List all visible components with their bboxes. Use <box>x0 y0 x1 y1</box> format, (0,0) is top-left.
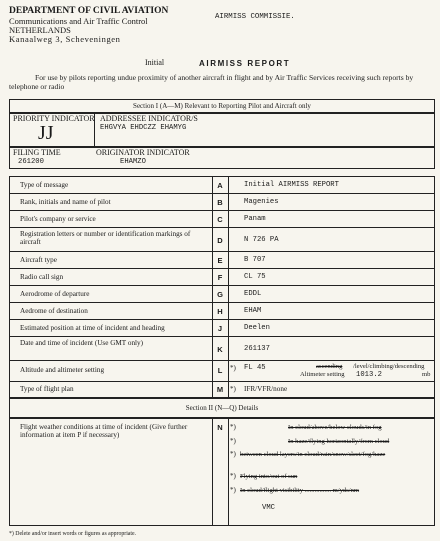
weather-option-2: In haze/flying horizontally/from cloud <box>288 438 390 445</box>
row-label-company: Pilot's company or service <box>20 215 96 223</box>
row-value-flight-plan: IFR/VFR/none <box>244 385 288 393</box>
row-letter-a: A <box>217 181 223 190</box>
row-value-destination: EHAM <box>244 307 262 315</box>
altitude-options: /level/climbing/descending <box>353 363 425 370</box>
row-label-altitude: Altitude and altimeter setting <box>20 366 105 374</box>
row-label-departure: Aerodrome of departure <box>20 290 90 298</box>
altimeter-unit: mb <box>422 371 431 378</box>
row-letter-n: N <box>217 423 223 432</box>
row-letter-b: B <box>217 198 223 207</box>
initial-label: Initial <box>145 58 165 67</box>
originator-label: ORIGINATOR INDICATOR <box>96 148 190 157</box>
row-value-registration: N 726 PA <box>244 236 279 244</box>
section1-heading-box <box>9 99 435 113</box>
filing-block <box>9 147 435 169</box>
row-label-aircraft-type: Aircraft type <box>20 256 57 264</box>
altimeter-label: Altimeter setting <box>300 371 345 378</box>
form-intro: For use by pilots reporting undue proximity of another aircraft in flight and by Air Traffic Services receiving such reports by telephone or radio <box>9 73 414 91</box>
section1-heading: Section I (A—M) Relevant to Reporting Pilot and Aircraft only <box>133 102 311 110</box>
section2-heading-box <box>9 398 435 418</box>
footnote: *) Delete and/or insert words or figures as appropriate. <box>9 531 137 537</box>
row-letter-f: F <box>217 273 223 282</box>
weather-option-4: Flying into/out of sun <box>240 473 298 480</box>
row-label-call-sign: Radio call sign <box>20 273 64 281</box>
row-label-pilot-name: Rank, initials and name of pilot <box>20 198 111 206</box>
row-value-departure: EDDL <box>244 290 262 298</box>
row-value-date-time: 261137 <box>244 345 270 353</box>
row-label-type-of-message: Type of message <box>20 181 69 189</box>
row-letter-m: M <box>216 385 224 394</box>
airmiss-stamp: AIRMISS COMMISSIE. <box>215 13 295 21</box>
row-letter-j: J <box>217 324 223 333</box>
section2-heading: Section II (N—Q) Details <box>185 404 259 412</box>
row-letter-l: L <box>217 366 223 375</box>
weather-option-3: between cloud layers/in cloud/rain/snow/sleet/fog/haze <box>240 451 386 458</box>
row-letter-g: G <box>217 290 223 299</box>
header-line2: Communications and Air Traffic Control <box>9 16 148 26</box>
row-letter-d: D <box>217 236 223 245</box>
row-value-altitude: FL 45 <box>244 364 266 372</box>
row-label-flight-plan: Type of flight plan <box>20 385 74 393</box>
filing-time-value: 261200 <box>18 158 44 166</box>
addressee-label: ADDRESSEE INDICATOR/S <box>100 114 198 123</box>
header-line3: NETHERLANDS <box>9 25 71 35</box>
row-letter-e: E <box>217 256 223 265</box>
department-name: DEPARTMENT OF CIVIL AVIATION <box>9 6 169 16</box>
priority-value: JJ <box>38 122 54 144</box>
weather-option-5: In cloud/flight visibility ................ m/yds/nm <box>240 487 360 494</box>
row-letter-k: K <box>217 345 223 354</box>
row-value-pilot-name: Magenies <box>244 198 279 206</box>
form-title: AIRMISS REPORT <box>199 59 291 68</box>
altimeter-value: 1013.2 <box>356 371 382 379</box>
header-line4: Kanaalweg 3, Scheveningen <box>9 34 121 44</box>
row-value-position: Deelen <box>244 324 270 332</box>
row-label-position: Estimated position at time of incident and heading <box>20 324 165 332</box>
priority-label: PRIORITY INDICATOR <box>13 114 95 123</box>
row-label-registration: Registration letters or number or identification markings of aircraft <box>20 230 191 246</box>
addressee-value: EHGVYA EHDCZZ EHAMYG <box>100 124 187 132</box>
row-value-aircraft-type: B 707 <box>244 256 266 264</box>
weather-option-1: In cloud/above/below clouds/in fog <box>288 424 382 431</box>
row-letter-c: C <box>217 215 223 224</box>
row-label-date-time: Date and time of incident (Use GMT only) <box>20 339 144 347</box>
row-value-company: Panam <box>244 215 266 223</box>
originator-value: EHAMZO <box>120 158 146 166</box>
filing-time-label: FILING TIME <box>13 148 61 157</box>
weather-label: Flight weather conditions at time of incident (Give further information at item P if necessary) <box>20 423 188 439</box>
row-value-type-of-message: Initial AIRMISS REPORT <box>244 181 339 189</box>
weather-answer: VMC <box>262 504 275 512</box>
row-letter-h: H <box>217 307 223 316</box>
row-label-destination: Aedrome of destination <box>20 307 88 315</box>
altitude-strike-option: ascending <box>316 363 343 370</box>
row-value-call-sign: CL 75 <box>244 273 266 281</box>
